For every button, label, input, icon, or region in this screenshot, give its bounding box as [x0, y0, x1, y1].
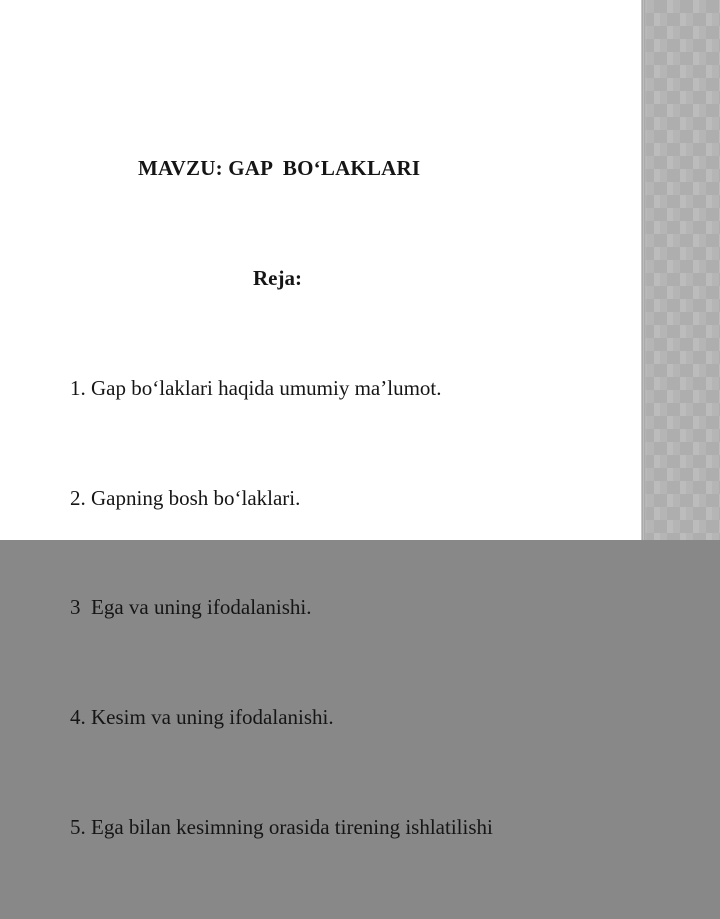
list-item-4: 4. Kesim va uning ifodalanishi. [70, 705, 334, 730]
slide-text-block [70, 77, 582, 919]
list-item-3: 3 Ega va uning ifodalanishi. [70, 595, 312, 620]
list-item-2: 2. Gapning bosh bo‘laklari. [70, 485, 301, 510]
slide-subtitle: Reja: [253, 265, 302, 290]
strip-edge-highlight [641, 0, 647, 540]
list-item-1: 1. Gap bo‘laklari haqida umumiy ma’lumot. [70, 375, 442, 400]
decorative-pattern-strip [641, 0, 720, 540]
list-item-5: 5. Ega bilan kesimning orasida tirening ishlatilishi [70, 814, 493, 839]
slide-title: MAVZU: GAP BO‘LAKLARI [138, 156, 421, 181]
